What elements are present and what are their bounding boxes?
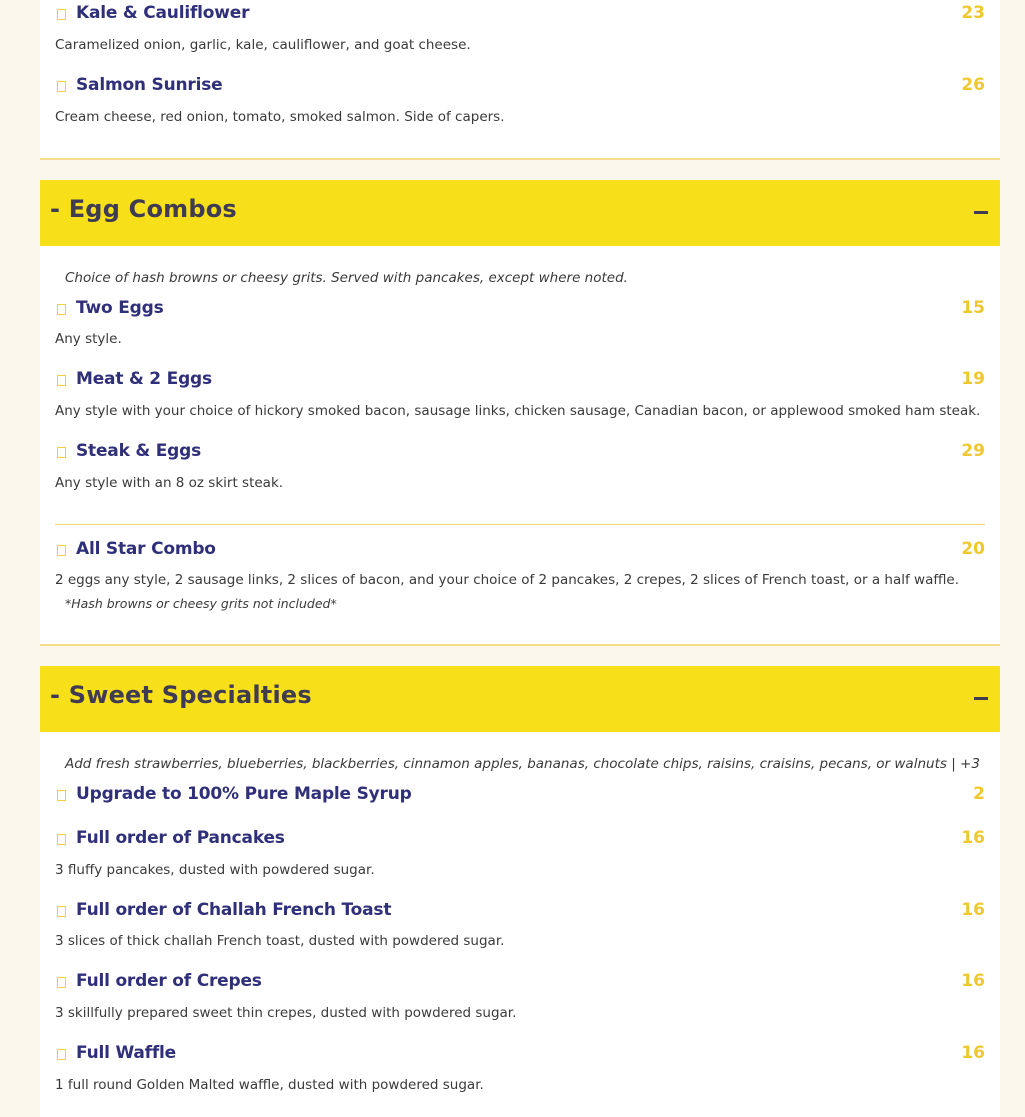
minus-icon[interactable] [974,211,988,214]
checkbox-icon[interactable] [57,790,66,801]
menu-item[interactable] [55,1043,985,1067]
checkbox-icon[interactable] [57,977,66,988]
item-description: Cream cheese, red onion, tomato, smoked salmon. Side of capers. [55,109,505,125]
item-name: Two Eggs [76,298,164,318]
checkbox-icon[interactable] [57,1049,66,1060]
item-price: 16 [961,900,985,920]
item-description: 1 full round Golden Malted waffle, dusted with powdered sugar. [55,1077,484,1093]
item-description: Any style with an 8 oz skirt steak. [55,475,284,491]
item-description: 2 eggs any style, 2 sausage links, 2 slices of bacon, and your choice of 2 pancakes, 2 crepes, 2 slices of French toast, or a half waffle. [55,572,960,588]
section-note: Add fresh strawberries, blueberries, blackberries, cinnamon apples, bananas, chocolate chips, raisins, craisins, pecans, or walnuts | +3 [65,756,980,772]
menu-item[interactable] [55,298,985,322]
item-name: Salmon Sunrise [76,75,223,95]
item-price: 23 [961,3,985,23]
menu-item[interactable] [55,369,985,393]
item-price: 26 [961,75,985,95]
item-price: 15 [961,298,985,318]
item-description: Any style. [55,331,122,347]
item-price: 19 [961,369,985,389]
section-note: Choice of hash browns or cheesy grits. Served with pancakes, except where noted. [65,270,628,286]
menu-item[interactable] [55,971,985,995]
minus-icon[interactable] [974,697,988,700]
checkbox-icon[interactable] [57,906,66,917]
item-name: Full Waffle [76,1043,177,1063]
item-name: Meat & 2 Eggs [76,369,212,389]
menu-item[interactable] [55,828,985,852]
item-name: Full order of Pancakes [76,828,285,848]
item-name: Upgrade to 100% Pure Maple Syrup [76,784,412,804]
checkbox-icon[interactable] [57,375,66,386]
item-name: Steak & Eggs [76,441,202,461]
item-description: 3 fluffy pancakes, dusted with powdered sugar. [55,862,375,878]
item-description: Caramelized onion, garlic, kale, cauliflower, and goat cheese. [55,37,471,53]
item-footnote: *Hash browns or cheesy grits not included* [65,596,337,611]
menu-item[interactable] [55,75,985,99]
item-description: 3 slices of thick challah French toast, dusted with powdered sugar. [55,933,505,949]
section-title: - Egg Combos [50,195,237,223]
menu-item[interactable] [55,900,985,924]
divider [55,524,985,525]
checkbox-icon[interactable] [57,9,66,20]
item-price: 20 [961,539,985,559]
item-description: Any style with your choice of hickory smoked bacon, sausage links, chicken sausage, Canadian bacon, or applewood smoked ham steak. [55,403,981,419]
item-name: All Star Combo [76,539,216,559]
menu-item[interactable] [55,441,985,465]
menu-item[interactable] [55,539,985,563]
section-header-sweet-specialties[interactable] [40,666,1000,732]
menu-item[interactable] [55,784,985,808]
checkbox-icon[interactable] [57,834,66,845]
item-price: 16 [961,1043,985,1063]
item-price: 29 [961,441,985,461]
checkbox-icon[interactable] [57,447,66,458]
item-price: 16 [961,828,985,848]
section-header-egg-combos[interactable] [40,180,1000,246]
section-title: - Sweet Specialties [50,681,312,709]
checkbox-icon[interactable] [57,545,66,556]
menu-item[interactable] [55,3,985,27]
item-name: Full order of Challah French Toast [76,900,392,920]
item-description: 3 skillfully prepared sweet thin crepes, dusted with powdered sugar. [55,1005,517,1021]
checkbox-icon[interactable] [57,304,66,315]
item-name: Full order of Crepes [76,971,262,991]
item-price: 2 [973,784,985,804]
item-name: Kale & Cauliflower [76,3,250,23]
item-price: 16 [961,971,985,991]
checkbox-icon[interactable] [57,81,66,92]
